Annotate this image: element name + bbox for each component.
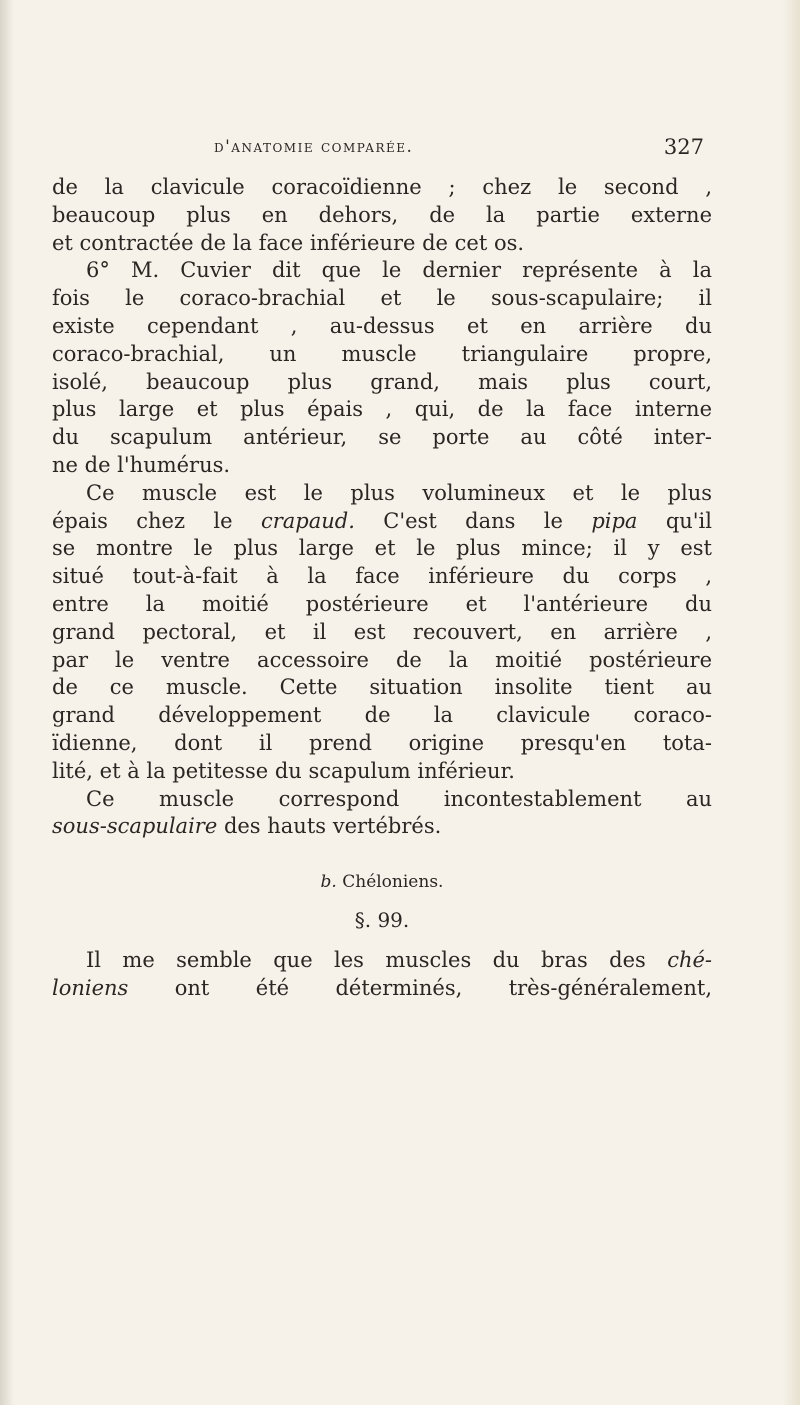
subheading: [52, 869, 712, 897]
text-run: C'est dans le: [354, 508, 592, 533]
text-line: ne de l'humérus.: [52, 452, 231, 477]
subheading-letter: b.: [320, 872, 337, 893]
text-line: grand développement de la clavicule coraco-: [52, 703, 712, 728]
term-cheloniens-start: ché-: [667, 947, 712, 972]
text-line: entre la moitié postérieure et l'antérieure du: [52, 591, 712, 616]
text-line: 6° M. Cuvier dit que le dernier représente à la: [86, 258, 712, 283]
page-number: 327: [663, 135, 704, 159]
text-line: par le ventre accessoire de la moitié postérieure: [52, 647, 712, 672]
text-line: [52, 508, 712, 536]
text-line: se montre le plus large et le plus mince; il y est: [52, 536, 712, 561]
text-line: Ce muscle correspond incontestablement au: [86, 786, 712, 811]
text-line: [52, 813, 712, 841]
text-line: du scapulum antérieur, se porte au côté inter-: [52, 425, 712, 450]
text-line: [52, 975, 712, 1003]
text-line: coraco-brachial, un muscle triangulaire propre,: [52, 341, 712, 366]
species-name-crapaud: crapaud.: [260, 508, 355, 533]
text-run: épais chez le: [52, 508, 261, 533]
text-line: de la clavicule coracoïdienne ; chez le second ,: [52, 175, 712, 199]
paragraph: [52, 174, 712, 257]
subheading-text: Chéloniens.: [336, 872, 444, 893]
species-name-pipa: pipa: [591, 508, 638, 533]
paragraph: [52, 257, 712, 479]
term-sous-scapulaire: sous-scapulaire: [52, 814, 218, 839]
text-run: des hauts vertébrés.: [217, 814, 442, 839]
page-binding-shadow: [0, 0, 14, 1405]
text-line: plus large et plus épais , qui, de la face interne: [52, 397, 712, 422]
text-line: et contractée de la face inférieure de cet os.: [52, 230, 525, 255]
text-line: ïdienne, dont il prend origine presqu'en tota-: [52, 730, 712, 755]
text-run: qu'il: [637, 508, 712, 533]
text-line: grand pectoral, et il est recouvert, en arrière ,: [52, 619, 712, 644]
body-text: [52, 174, 712, 1002]
text-line: de ce muscle. Cette situation insolite tient au: [52, 675, 712, 700]
text-run: ont été déterminés, très-généralement,: [128, 975, 712, 1000]
paragraph: [52, 786, 712, 842]
running-head: [214, 137, 704, 165]
term-cheloniens-end: loniens: [52, 975, 129, 1000]
text-line: [52, 947, 712, 975]
text-line: lité, et à la petitesse du scapulum inférieur.: [52, 758, 515, 783]
text-line: situé tout-à-fait à la face inférieure du corps ,: [52, 564, 712, 589]
running-title: d'anatomie comparée.: [214, 137, 414, 157]
section-number: §. 99.: [354, 907, 410, 932]
text-line: isolé, beaucoup plus grand, mais plus court,: [52, 369, 712, 394]
text-run: Il me semble que les muscles du bras des: [86, 947, 668, 972]
text-line: existe cependant , au-dessus et en arrière du: [52, 313, 712, 338]
text-line: beaucoup plus en dehors, de la partie externe: [52, 202, 712, 227]
spacer: [52, 935, 712, 947]
text-line: Ce muscle est le plus volumineux et le plus: [86, 480, 712, 505]
paragraph: [52, 947, 712, 1003]
text-line: fois le coraco-brachial et le sous-scapulaire; il: [52, 286, 712, 311]
page-edge-stain: [782, 0, 800, 1405]
paragraph: [52, 480, 712, 786]
